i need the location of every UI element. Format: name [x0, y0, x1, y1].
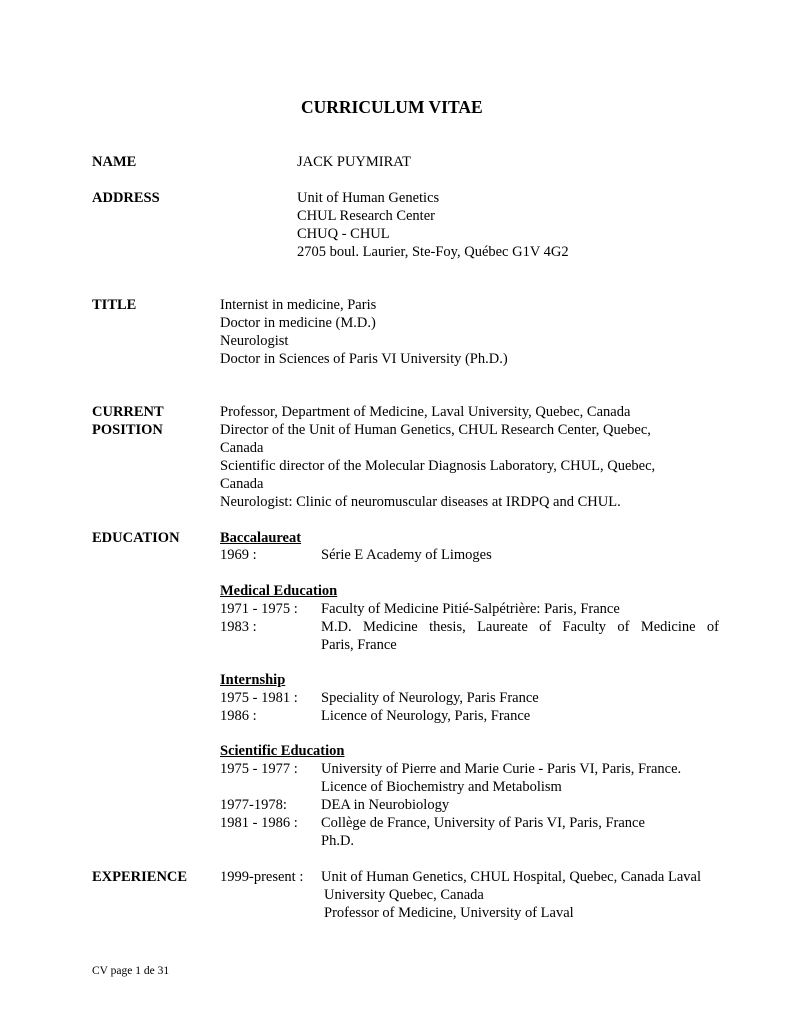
internship-heading: Internship [220, 672, 286, 688]
edu-date: 1969 : [220, 547, 257, 563]
edu-date: 1983 : [220, 619, 257, 635]
position-label-line: POSITION [92, 422, 163, 438]
medical-education-heading: Medical Education [220, 583, 338, 599]
current-position-label [92, 403, 164, 439]
address-line: Unit of Human Genetics [297, 190, 440, 206]
edu-text: Faculty of Medicine Pitié-Salpétrière: Paris, France [321, 601, 620, 617]
edu-text-cont: Ph.D. [321, 833, 355, 849]
experience-date: 1999-present : [220, 869, 304, 885]
baccalaureat-heading: Baccalaureat [220, 530, 302, 546]
page-title: CURRICULUM VITAE [301, 97, 483, 117]
page-footer: CV page 1 de 31 [92, 965, 170, 977]
name-label: NAME [92, 154, 137, 170]
title-line: Doctor in Sciences of Paris VI University (Ph.D.) [220, 351, 508, 367]
title-label: TITLE [92, 297, 137, 313]
position-line: Director of the Unit of Human Genetics, CHUL Research Center, Quebec, [220, 422, 651, 438]
edu-date: 1981 - 1986 : [220, 815, 298, 831]
title-line: Doctor in medicine (M.D.) [220, 315, 376, 331]
edu-text: Collège de France, University of Paris VI, Paris, France [321, 815, 645, 831]
edu-date: 1971 - 1975 : [220, 601, 298, 617]
position-line: Canada [220, 476, 264, 492]
edu-text: University of Pierre and Marie Curie - Paris VI, Paris, France. [321, 761, 682, 777]
scientific-education-heading: Scientific Education [220, 743, 345, 759]
position-line: Canada [220, 440, 264, 456]
address-line: CHUQ - CHUL [297, 226, 390, 242]
position-line: Scientific director of the Molecular Diagnosis Laboratory, CHUL, Quebec, [220, 458, 656, 474]
education-label: EDUCATION [92, 530, 180, 546]
current-label-line: CURRENT [92, 404, 164, 420]
address-line: CHUL Research Center [297, 208, 435, 224]
experience-line-3: Professor of Medicine, University of Laval [324, 905, 574, 921]
edu-date: 1977-1978: [220, 797, 287, 813]
edu-text-cont: Licence of Biochemistry and Metabolism [321, 779, 562, 795]
edu-text: Licence of Neurology, Paris, France [321, 708, 531, 724]
position-line: Neurologist: Clinic of neuromuscular diseases at IRDPQ and CHUL. [220, 494, 621, 510]
experience-label: EXPERIENCE [92, 869, 188, 885]
address-label: ADDRESS [92, 190, 160, 206]
title-line: Neurologist [220, 333, 289, 349]
current-position-block [220, 403, 655, 511]
name-value: JACK PUYMIRAT [297, 154, 412, 170]
edu-text: Speciality of Neurology, Paris France [321, 690, 539, 706]
edu-text: M.D. Medicine thesis, Laureate of Faculty of Medicine of [321, 619, 719, 635]
edu-date: 1975 - 1981 : [220, 690, 298, 706]
edu-text: Série E Academy of Limoges [321, 547, 492, 563]
address-line: 2705 boul. Laurier, Ste-Foy, Québec G1V 4G2 [297, 244, 569, 260]
position-line: Professor, Department of Medicine, Laval University, Quebec, Canada [220, 404, 631, 420]
address-block [297, 189, 569, 261]
edu-date: 1975 - 1977 : [220, 761, 298, 777]
experience-line-1: Unit of Human Genetics, CHUL Hospital, Quebec, Canada Laval [321, 869, 701, 885]
edu-text: DEA in Neurobiology [321, 797, 450, 813]
experience-line-2: University Quebec, Canada [324, 887, 484, 903]
title-line: Internist in medicine, Paris [220, 297, 377, 313]
edu-text-cont: Paris, France [321, 637, 397, 653]
title-block [220, 296, 508, 368]
edu-date: 1986 : [220, 708, 257, 724]
